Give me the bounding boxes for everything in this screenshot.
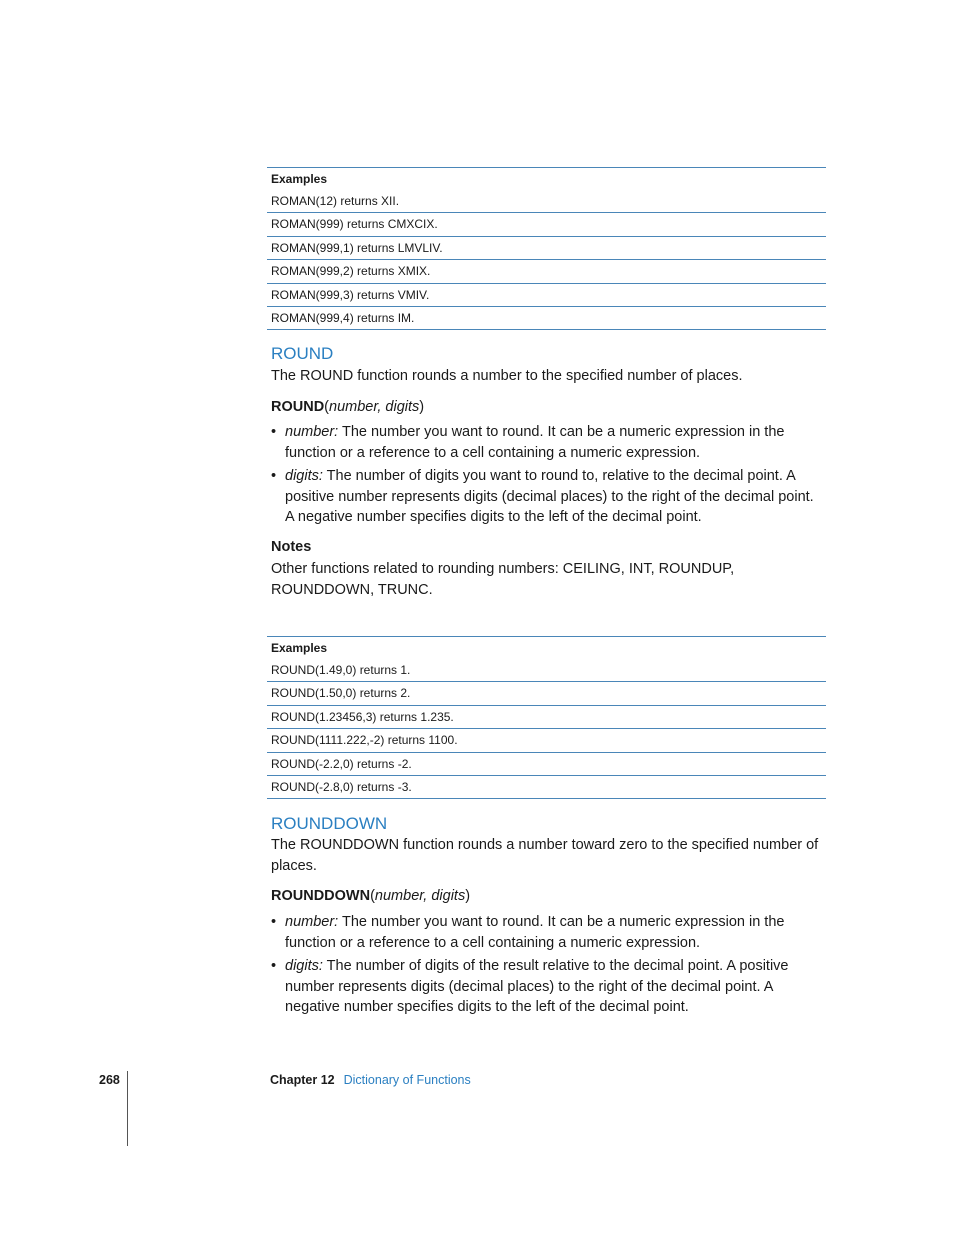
table-row: ROMAN(999,1) returns LMVLIV. [267,237,826,260]
notes-title: Notes [271,539,312,555]
syntax-function-name: ROUND [271,399,325,415]
round-syntax: ROUND(number, digits) [271,399,425,415]
notes-text: Other functions related to rounding numbers: CEILING, INT, ROUNDUP, ROUNDDOWN, TRUNC. [271,561,735,598]
list-item [271,422,823,463]
table-row: ROMAN(999) returns CMXCIX. [267,213,826,236]
argument-text: The number you want to round. It can be a numeric expression in the function or a reference to a cell containing a numeric expression. [285,914,785,951]
syntax-args: number, digits [374,888,466,904]
chapter-footer [270,1073,471,1087]
chapter-title-link[interactable]: Dictionary of Functions [343,1073,471,1087]
bullet-icon: • [271,424,277,440]
argument-text: The number of digits you want to round to, relative to the decimal point. A positive number represents digits (decimal places) to the right of the decimal point. A negative number specifies digits to the left of the decimal point. [285,468,814,525]
argument-term: number: [285,914,339,930]
table-row: ROMAN(12) returns XII. [267,190,826,213]
table-row: ROMAN(999,4) returns IM. [267,307,826,330]
list-item [271,956,796,1018]
round-description: The ROUND function rounds a number to the specified number of places. [271,368,743,384]
argument-term: digits: [285,468,323,484]
chapter-label: Chapter 12 [270,1073,335,1087]
table-header: Examples [271,641,328,655]
round-heading: ROUND [271,344,334,363]
table-row: ROUND(1.49,0) returns 1. [267,659,826,682]
table-row: ROUND(1.50,0) returns 2. [267,682,826,705]
table-row: ROMAN(999,2) returns XMIX. [267,260,826,283]
round-examples-table [267,636,826,799]
syntax-function-name: ROUNDDOWN [271,888,371,904]
bullet-icon: • [271,958,277,974]
rounddown-description: The ROUNDDOWN function rounds a number toward zero to the specified number of places. [271,837,819,874]
roman-examples-table [267,167,826,330]
argument-text: The number of digits of the result relative to the decimal point. A positive number represents digits (decimal places) to the right of the decimal point. A negative number specifies digits to the left of the decimal point. [285,958,789,1015]
rounddown-heading: ROUNDDOWN [271,814,388,833]
syntax-args: number, digits [329,399,420,415]
table-row: ROMAN(999,3) returns VMIV. [267,284,826,307]
argument-text: The number you want to round. It can be a numeric expression in the function or a reference to a cell containing a numeric expression. [285,424,785,461]
table-row: ROUND(-2.2,0) returns -2. [267,753,826,776]
table-row: ROUND(-2.8,0) returns -3. [267,776,826,799]
table-row: ROUND(1.23456,3) returns 1.235. [267,706,826,729]
argument-term: digits: [285,958,323,974]
table-header: Examples [271,172,328,186]
round-argument-list [271,422,823,531]
page-number: 268 [99,1073,120,1087]
argument-term: number: [285,424,339,440]
rounddown-syntax: ROUNDDOWN(number, digits) [271,888,471,904]
bullet-icon: • [271,914,277,930]
list-item [271,912,796,953]
table-row: ROUND(1111.222,-2) returns 1100. [267,729,826,752]
bullet-icon: • [271,468,277,484]
rounddown-argument-list [271,912,796,1021]
footer-divider [127,1071,128,1146]
list-item [271,466,823,528]
